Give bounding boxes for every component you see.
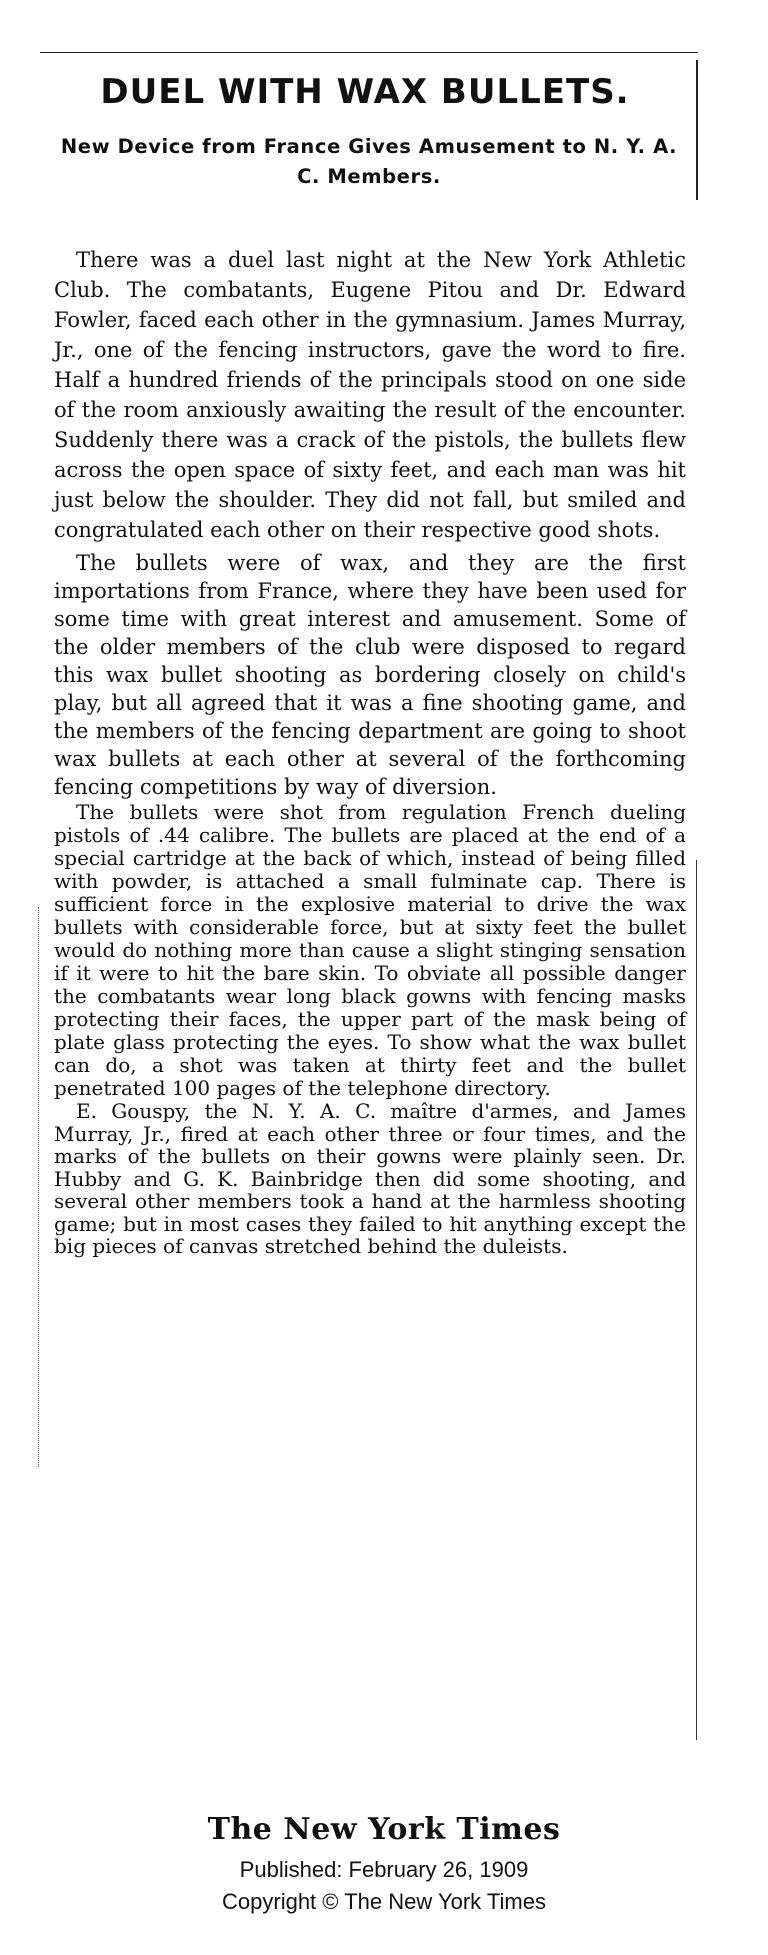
footer	[0, 1810, 768, 1918]
article-paragraph: E. Gouspy, the N. Y. A. C. maître d'armes, and James Murray, Jr., fired at each other three or four times, and the marks of the bullets on their gowns were plainly seen. Dr. Hubby and G. K. Bainbridge then did some shooting, and several other members took a hand at the harmless shooting game; but in most cases they failed to hit anything except the big pieces of canvas stretched behind the duleists.	[54, 1099, 686, 1258]
column-rule	[696, 860, 697, 1740]
copyright-notice: Copyright © The New York Times	[222, 1889, 546, 1914]
top-rule	[40, 52, 698, 53]
article-paragraph: There was a duel last night at the New York Athletic Club. The combatants, Eugene Pitou and Dr. Edward Fowler, faced each other in the gymnasium. James Murray, Jr., one of the fencing instructors, gave the word to fire. Half a hundred friends of the principals stood on one side of the room anxiously awaiting the result of the encounter. Suddenly there was a crack of the pistols, the bullets flew across the open space of sixty feet, and each man was hit just below the shoulder. They did not fall, but smiled and congratulated each other on their respective good shots.	[54, 248, 686, 542]
publication-date: Published: February 26, 1909	[239, 1857, 529, 1882]
article-body	[54, 245, 686, 1258]
article-clipping	[40, 52, 698, 1742]
article-paragraph: The bullets were shot from regulation French dueling pistols of .44 calibre. The bullets are placed at the end of a special cartridge at the back of which, instead of being filled with powder, is attached a small fulminate cap. There is sufficient force in the explosive material to drive the wax bullets with considerable force, but at sixty feet the bullet would do nothing more than cause a slight stinging sensation if it were to hit the bare skin. To obviate all possible danger the combatants wear long black gowns with fencing masks protecting their faces, the upper part of the mask being of plate glass protecting the eyes. To show what the wax bullet can do, a shot was taken at thirty feet and the bullet penetrated 100 pages of the telephone directory.	[54, 800, 686, 1100]
headline: DUEL WITH WAX BULLETS.	[100, 72, 630, 112]
article-paragraph: The bullets were of wax, and they are the first importations from France, where they have been used for some time with great interest and amusement. Some of the older members of the club were disposed to regard this wax bullet shooting as bordering closely on child's play, but all agreed that it was a fine shooting game, and the members of the fencing department are going to shoot wax bullets at each other at several of the forthcoming fencing competitions by way of diversion.	[54, 551, 686, 799]
subheadline: New Device from France Gives Amusement to N. Y. A. C. Members.	[60, 135, 678, 188]
column-rule	[38, 907, 39, 1467]
column-rule	[696, 60, 698, 200]
masthead-logo: The New York Times	[207, 1812, 561, 1847]
